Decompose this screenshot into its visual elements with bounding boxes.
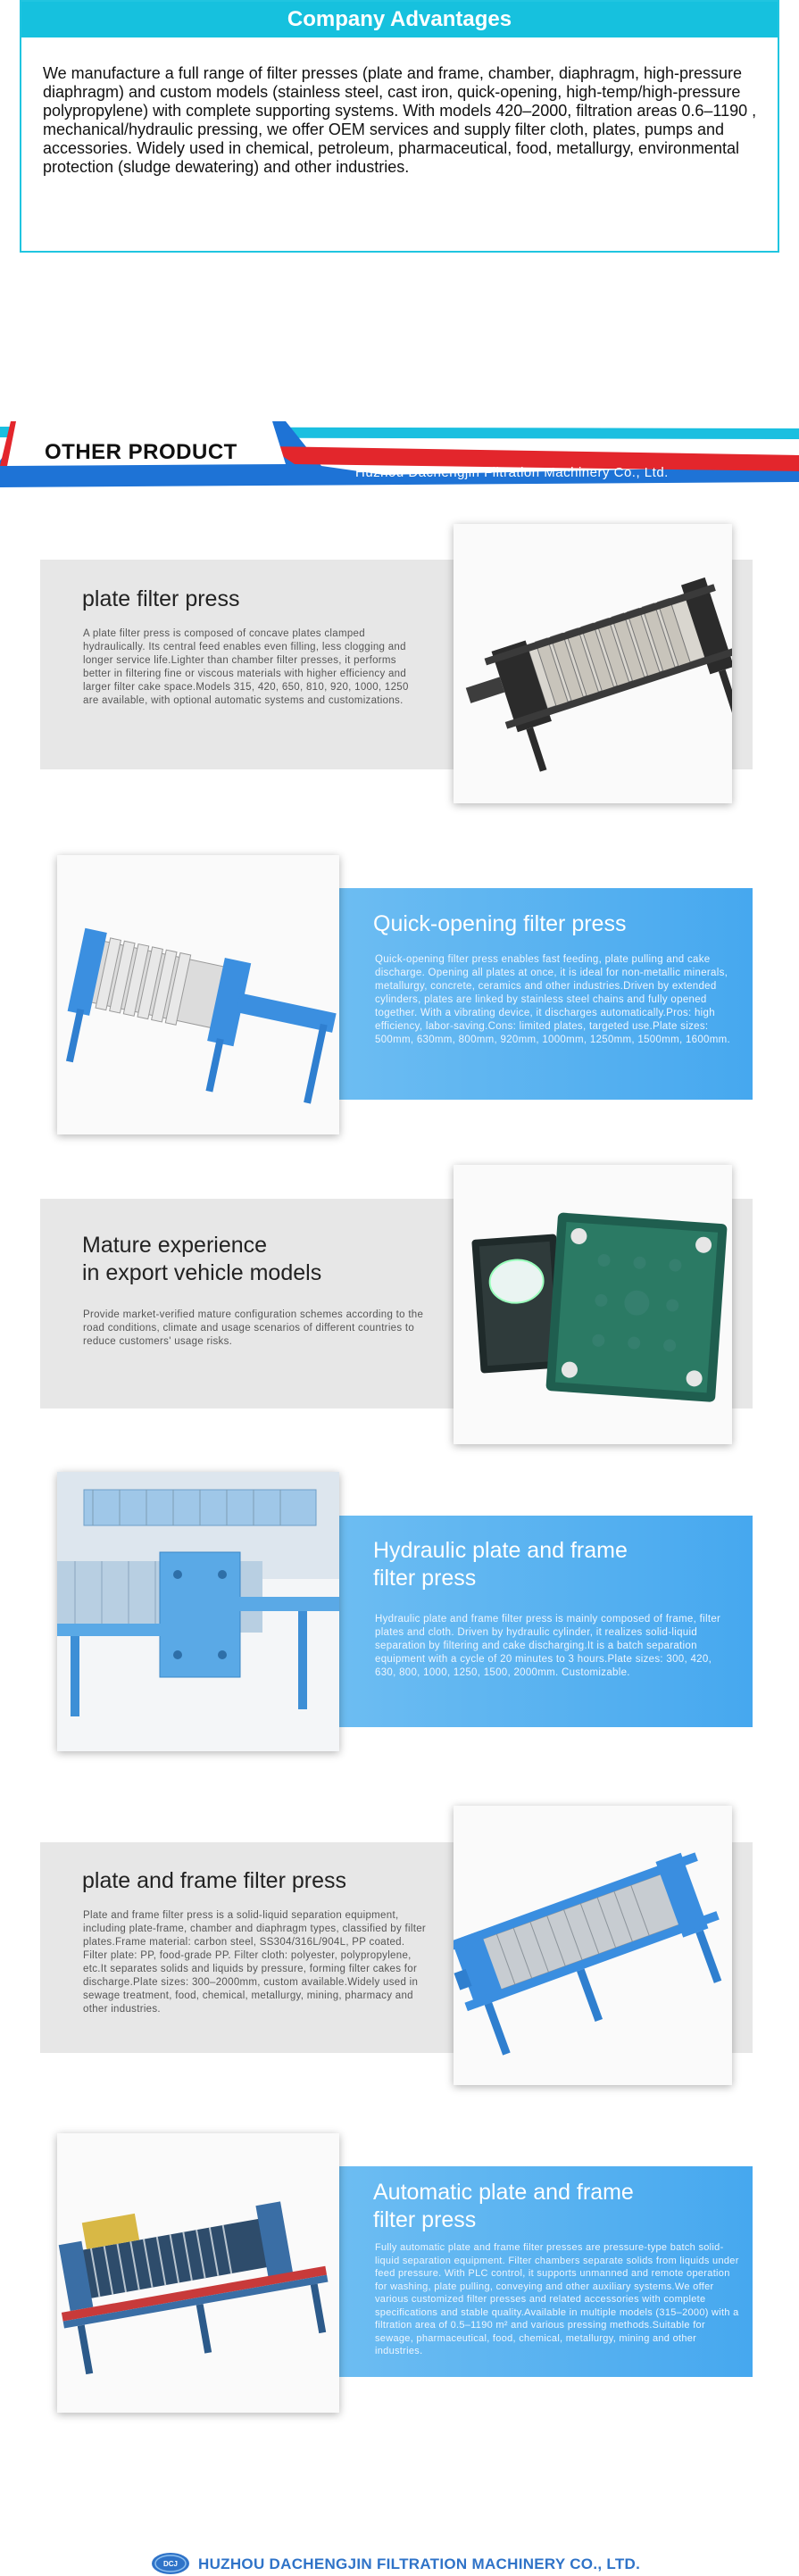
product-desc: Quick-opening filter press enables fast feeding, plate pulling and cake discharge. Opening all plates at once, it is ideal for non-metallic minerals, metallurgy, concrete, ceramics and other industries.Driven by extended cylinders, plates are linked by stainless steel chains and fully opened together. With a vibrating device, it discharges automatically.Pros: high efficiency, labor-saving.Cons: limited plates, targeted use.Plate sizes: 500mm, 630mm, 800mm, 920mm, 1000mm, 1250mm, 1500mm, 1600mm. <box>375 954 730 1045</box>
automatic-filter-press-image <box>57 2133 339 2413</box>
product-photo-frame <box>57 2133 339 2413</box>
product-desc: Plate and frame filter press is a solid-liquid separation equipment, including plate-frame, chamber and diaphragm types, classified by filter plates.Frame material: carbon steel, SS304/316L/904L, PP coated. Filter plate: PP, food-grade PP. Filter cloth: polyester, polypropylene, etc.It separates solids and liquids by pressure, forming filter cakes for discharge.Plate sizes: 300–2000mm, custom available.Widely used in sewage treatment, food, chemical, metallurgy, mining, pharmacy and other industries. <box>83 1910 427 2015</box>
product-title <box>82 1232 321 1287</box>
product-title-line1: Hydraulic plate and frame <box>373 1538 628 1563</box>
logo-text: DCJ <box>162 2560 179 2568</box>
filter-plates-image <box>454 1165 732 1444</box>
product-title: Quick-opening filter press <box>373 911 627 936</box>
product-photo-frame <box>57 855 339 1134</box>
product-photo-frame <box>454 1165 732 1444</box>
product-desc: A plate filter press is composed of concave plates clamped hydraulically. Its central feed enables even filling, less clogging and longer service life.Lighter than chamber filter presses, it performs better in filtering fine or viscous materials with higher efficiency and larger filter cake space.Models 315, 420, 650, 810, 920, 1000, 1250 are available, with optional automatic systems and customizations. <box>83 628 409 706</box>
product-title-line2: filter press <box>373 1566 477 1591</box>
plate-filter-press-image <box>454 524 732 803</box>
company-logo-icon <box>151 2552 190 2575</box>
product-desc: Fully automatic plate and frame filter presses are pressure-type batch solid-liquid separation equipment. Filter chambers separate solids from liquids under feed pressure. With PLC control, it supports unmanned and remote operation for washing, plate pulling, conveying and other auxiliary systems.We offer various customized filter presses and related accessories with complete specifications and stable quality.Available in multiple models (315–2000) with a filtration area of 0.5–1190 m² and various pressing methods.Suitable for sewage, pharmaceutical, food, chemical, metallurgy, mining and other industries. <box>375 2242 739 2356</box>
product-title-line2: in export vehicle models <box>82 1260 322 1285</box>
product-title-line1: Mature experience <box>82 1233 268 1258</box>
footer-company-name: HUZHOU DACHENGJIN FILTRATION MACHINERY CO., LTD. <box>198 2555 641 2572</box>
advantages-title: Company Advantages <box>21 2 778 37</box>
advantages-text: We manufacture a full range of filter presses (plate and frame, chamber, diaphragm, high-pressure diaphragm) and custom models (stainless steel, cast iron, quick-opening, high-temp/high-pressure polypropylene) with complete supporting systems. With models 420–2000, filtration areas 0.6–1190 , mechanical/hydraulic pressing, we offer OEM services and supply filter cloth, plates, pumps and accessories. Widely used in chemical, petroleum, pharmaceutical, food, metallurgy, environmental protection (sludge dewatering) and other industries. <box>43 64 757 176</box>
product-title <box>373 2179 634 2234</box>
product-desc: Hydraulic plate and frame filter press is mainly composed of frame, filter plates and cloth. Driven by hydraulic cylinder, it realizes solid-liquid separation by filtering and cake discharging.It is a batch separation equipment with a cycle of 20 minutes to 3 hours.Plate sizes: 300, 420, 630, 800, 1000, 1250, 1500, 2000mm. Customizable. <box>375 1614 721 1678</box>
quick-opening-filter-press-image <box>57 855 339 1134</box>
company-subtitle: Huzhou Dachengjin Filtration Machinery Co., Ltd. <box>355 465 669 480</box>
product-photo-frame <box>57 1472 339 1751</box>
product-photo-frame <box>454 524 732 803</box>
product-title: plate filter press <box>82 586 240 611</box>
plate-and-frame-filter-press-image <box>454 1806 732 2085</box>
product-title: plate and frame filter press <box>82 1868 346 1893</box>
product-photo-frame <box>454 1806 732 2085</box>
product-title-line2: filter press <box>373 2207 477 2232</box>
hydraulic-filter-press-image <box>57 1472 339 1751</box>
product-title-line1: Automatic plate and frame <box>373 2180 634 2205</box>
product-desc: Provide market-verified mature configuration schemes according to the road conditions, climate and usage scenarios of different countries to reduce customers' usage risks. <box>83 1309 424 1347</box>
product-title <box>373 1537 628 1592</box>
company-advantages-box <box>20 0 779 253</box>
other-product-title: OTHER PRODUCT <box>45 440 237 464</box>
